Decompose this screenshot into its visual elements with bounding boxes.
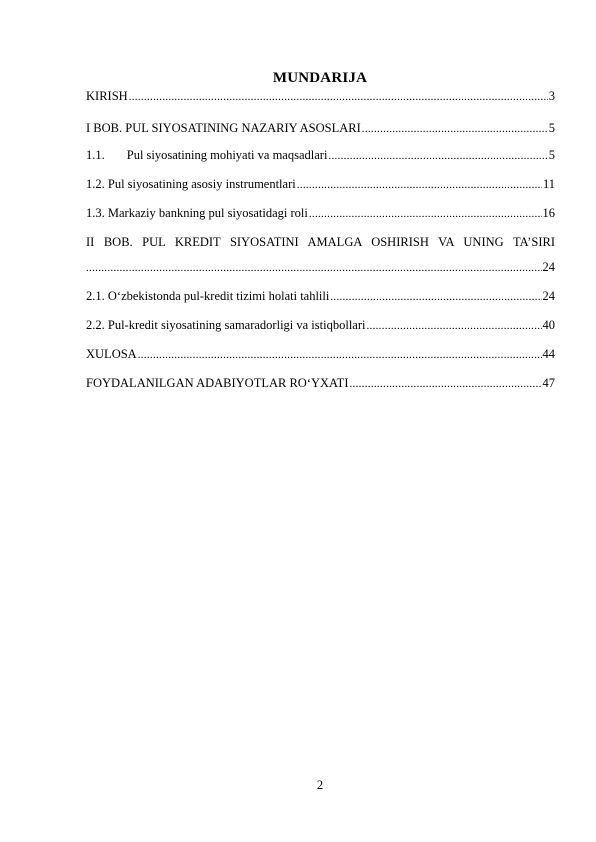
toc-entry-page: 24 — [542, 289, 555, 303]
toc-entry — [86, 288, 555, 304]
toc-entry-page: 47 — [542, 376, 555, 390]
page-title: MUNDARIJA — [272, 70, 368, 86]
toc-entry-page: 5 — [548, 121, 555, 135]
toc-dot-leader — [129, 89, 548, 105]
toc-entry-label: 2.1. O‘zbekistonda pul-kredit tizimi holati tahlili — [86, 289, 330, 303]
toc-entry-label: 2.2. Pul-kredit siyosatining samaradorligi va istiqbollari — [86, 318, 366, 332]
toc-entry-label: XULOSA — [86, 347, 137, 361]
toc-entry-number: 1.1. — [86, 148, 105, 162]
toc-dot-leader — [366, 318, 541, 334]
toc-entry — [86, 147, 555, 163]
toc-entry-page: 11 — [542, 177, 555, 191]
toc-entry-label: FOYDALANILGAN ADABIYOTLAR RO‘YXATI — [86, 376, 349, 390]
toc-entry-label: 1.2. Pul siyosatining asosiy instrumentlari — [86, 177, 296, 191]
toc-dot-leader — [138, 347, 542, 363]
toc-entry-page: 5 — [548, 148, 555, 162]
toc-dot-leader — [86, 260, 542, 276]
toc-dot-leader — [297, 177, 542, 193]
toc-entry — [86, 346, 555, 362]
toc-entry — [86, 176, 555, 192]
toc-dot-leader — [349, 376, 541, 392]
toc-entry-page: 44 — [542, 347, 555, 361]
toc-dot-leader — [330, 289, 541, 305]
toc-entry — [86, 205, 555, 221]
toc-dot-leader — [328, 148, 547, 164]
toc-entry-label: KIRISH — [86, 89, 128, 103]
toc-entry-page: 40 — [542, 318, 555, 332]
toc-entry — [86, 234, 555, 250]
toc-entry-page: 3 — [548, 89, 555, 103]
toc-entry — [86, 375, 555, 391]
toc-entry-continuation — [86, 259, 555, 275]
toc-entry-label: Pul siyosatining mohiyati va maqsadlari — [126, 148, 328, 162]
toc-dot-leader — [362, 121, 548, 137]
toc-entry-page: 24 — [542, 260, 555, 274]
toc-dot-leader — [309, 206, 542, 222]
page-number: 2 — [316, 778, 324, 792]
toc-entry — [86, 317, 555, 333]
toc-entry-label: I BOB. PUL SIYOSATINING NAZARIY ASOSLARI — [86, 121, 361, 135]
toc-entry-label: II BOB. PUL KREDIT SIYOSATINI AMALGA OSHIRISH VA UNING TA’SIRI — [86, 235, 555, 249]
toc-entry-page: 16 — [542, 206, 555, 220]
toc-entry-label: 1.3. Markaziy bankning pul siyosatidagi roli — [86, 206, 308, 220]
toc-entry — [86, 88, 555, 104]
toc-entry — [86, 120, 555, 136]
